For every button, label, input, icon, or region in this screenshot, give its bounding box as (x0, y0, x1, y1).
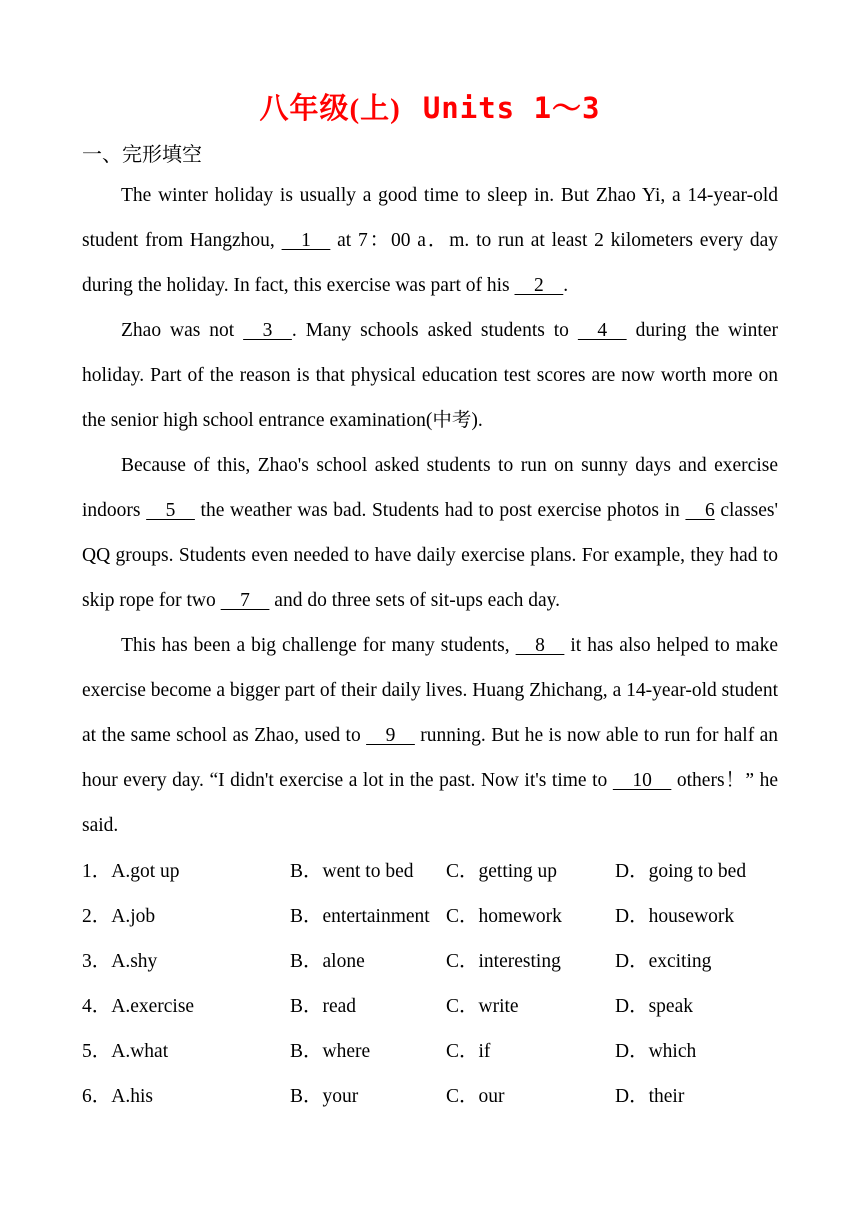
text-span: the weather was bad. Students had to post exercise photos in (194, 500, 686, 521)
option-c[interactable]: C．write (446, 996, 519, 1017)
text-span: The winter holiday is usually a good time to sleep in. But Zhao Yi, a 14-year-old student from Hangzhou, (82, 185, 778, 251)
title-grade: 八年级(上) (259, 93, 401, 125)
option-a[interactable]: 2．A.job (82, 906, 156, 927)
question-4-options (82, 984, 782, 1029)
option-d[interactable]: D．exciting (615, 951, 712, 972)
blank-10[interactable]: 10 (612, 770, 672, 791)
option-a[interactable]: 1．A.got up (82, 861, 180, 882)
blank-5[interactable]: 5 (146, 500, 195, 521)
option-d[interactable]: D．their (615, 1086, 685, 1107)
blank-4[interactable]: 4 (577, 320, 627, 341)
option-c[interactable]: C．interesting (446, 951, 561, 972)
text-span: at 7：00 a．m. to run at least 2 kilometers every day during the holiday. In fact, this exercise was part of his (82, 230, 778, 296)
question-5-options (82, 1029, 782, 1074)
option-b[interactable]: B．entertainment (290, 906, 430, 927)
option-a[interactable]: 4．A.exercise (82, 996, 195, 1017)
paragraph-4 (82, 623, 778, 848)
question-1-options (82, 849, 782, 894)
option-b[interactable]: B．read (290, 996, 357, 1017)
text-span: running. But he is now able to run for half an hour every day. “I didn't exercise a lot in the past. Now it's time to (82, 725, 778, 791)
cloze-passage (82, 173, 778, 848)
blank-3[interactable]: 3 (243, 320, 292, 341)
blank-6[interactable]: 6 (685, 500, 715, 521)
option-d[interactable]: D．housework (615, 906, 735, 927)
option-c[interactable]: C．getting up (446, 861, 558, 882)
answer-options (82, 849, 782, 1119)
text-span: during the winter holiday. Part of the reason is that physical education test scores are now worth more on the senior high school entrance examination(中考). (82, 320, 778, 431)
paragraph-1 (82, 173, 778, 308)
question-2-options (82, 894, 782, 939)
blank-2[interactable]: 2 (514, 275, 564, 296)
option-b[interactable]: B．went to bed (290, 861, 414, 882)
text-span: . Many schools asked students to (291, 320, 578, 341)
option-d[interactable]: D．which (615, 1041, 697, 1062)
question-3-options (82, 939, 782, 984)
text-span: others！” he said. (82, 770, 778, 836)
option-b[interactable]: B．your (290, 1086, 359, 1107)
text-span: it has also helped to make exercise become a bigger part of their daily lives. Huang Zhichang, a 14-year-old student at the same school as Zhao, used to (82, 635, 778, 746)
option-a[interactable]: 5．A.what (82, 1041, 169, 1062)
option-a[interactable]: 6．A.his (82, 1086, 153, 1107)
blank-9[interactable]: 9 (366, 725, 415, 746)
option-b[interactable]: B．where (290, 1041, 371, 1062)
blank-1[interactable]: 1 (281, 230, 331, 251)
option-c[interactable]: C．homework (446, 906, 562, 927)
paragraph-3 (82, 443, 778, 623)
text-span: classes' QQ groups. Students even needed to have daily exercise plans. For example, they had to skip rope for two (82, 500, 778, 611)
text-span: Because of this, Zhao's school asked students to run on sunny days and exercise indoors (82, 455, 778, 521)
text-span: . (563, 275, 569, 296)
section-heading: 一、完形填空 (82, 142, 202, 166)
title-units: Units 1～3 (422, 91, 601, 125)
option-d[interactable]: D．going to bed (615, 861, 747, 882)
text-span: and do three sets of sit-ups each day. (269, 590, 561, 611)
text-span: Zhao was not (121, 320, 244, 341)
paragraph-2 (82, 308, 778, 443)
question-6-options (82, 1074, 782, 1119)
option-c[interactable]: C．if (446, 1041, 491, 1062)
option-d[interactable]: D．speak (615, 996, 693, 1017)
blank-7[interactable]: 7 (220, 590, 270, 611)
text-span: This has been a big challenge for many students, (121, 635, 516, 656)
option-b[interactable]: B．alone (290, 951, 365, 972)
option-a[interactable]: 3．A.shy (82, 951, 158, 972)
blank-8[interactable]: 8 (515, 635, 565, 656)
page-title (0, 86, 860, 127)
option-c[interactable]: C．our (446, 1086, 505, 1107)
